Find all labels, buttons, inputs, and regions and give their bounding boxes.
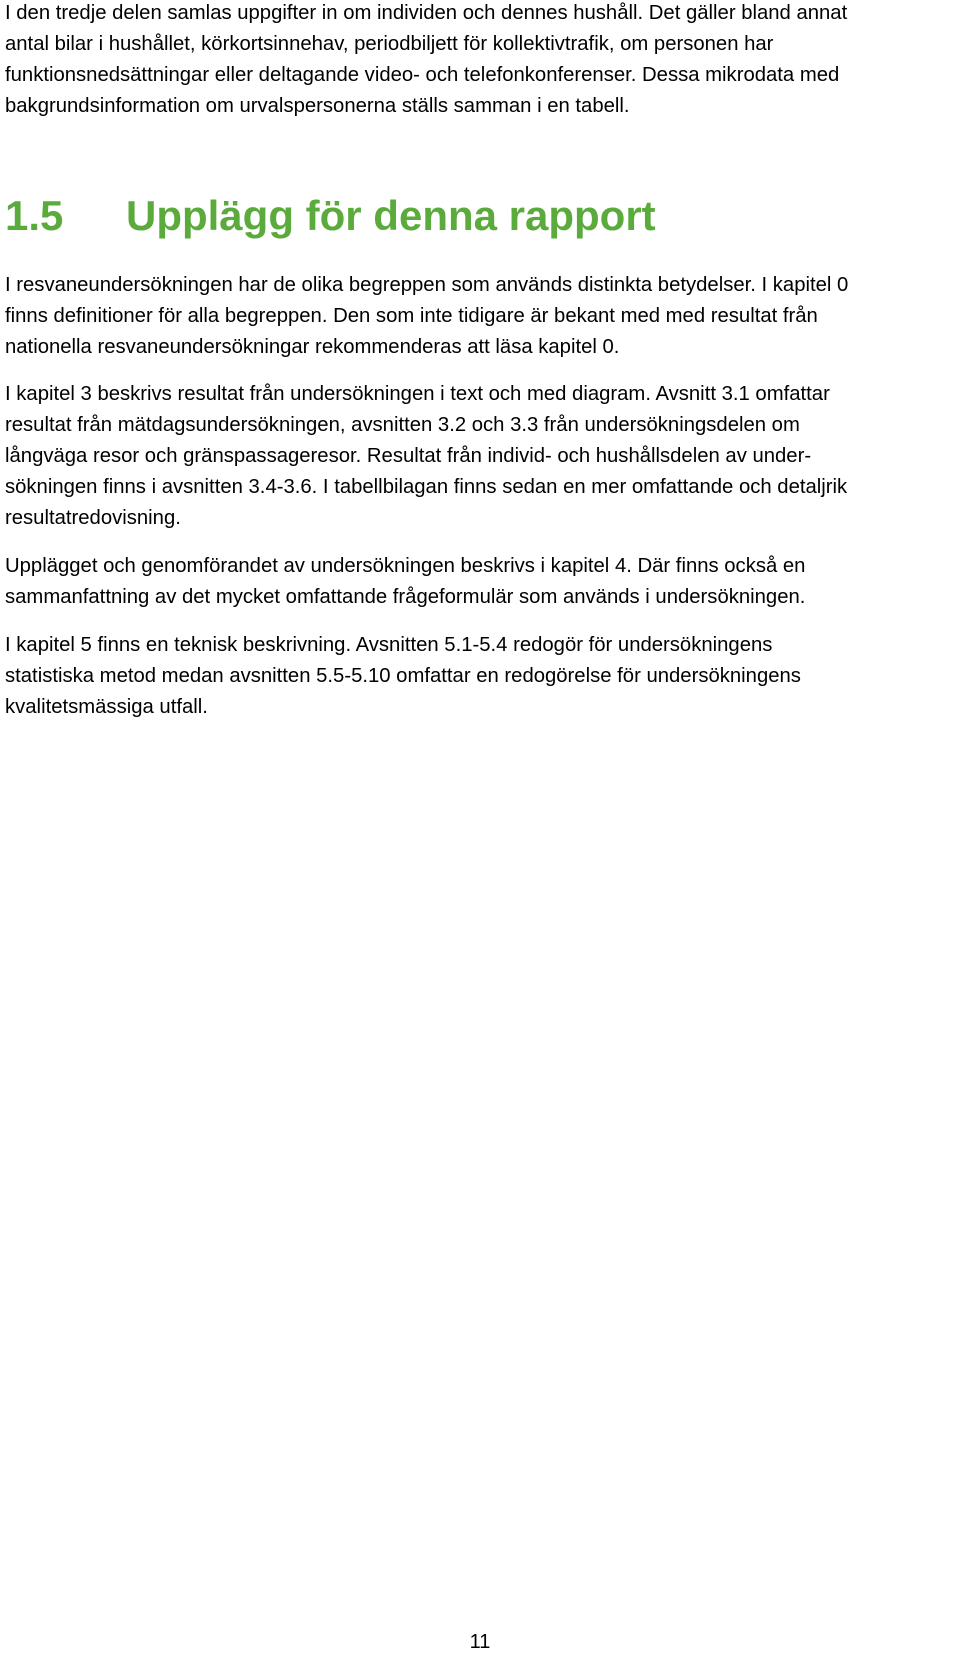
paragraph-technical [5, 630, 955, 723]
text-line: I kapitel 3 beskrivs resultat från undersökningen i text och med diagram. Avsnitt 3.1 omfattar [5, 383, 830, 405]
text-line: resultatredovisning. [5, 507, 181, 529]
text-line: kvalitetsmässiga utfall. [5, 696, 208, 718]
text-line: bakgrundsinformation om urvalspersonerna ställs samman i en tabell. [5, 95, 630, 117]
text-line: finns definitioner för alla begreppen. Den som inte tidigare är bekant med med resultat från [5, 305, 818, 327]
text-line: resultat från mätdagsundersökningen, avsnitten 3.2 och 3.3 från undersökningsdelen om [5, 414, 800, 436]
text-line: långväga resor och gränspassageresor. Resultat från individ- och hushållsdelen av under- [5, 445, 812, 467]
text-line: Upplägget och genomförandet av undersökningen beskrivs i kapitel 4. Där finns också en [5, 555, 806, 577]
text-line: sökningen finns i avsnitten 3.4-3.6. I tabellbilagan finns sedan en mer omfattande och detaljrik [5, 476, 848, 498]
intro-paragraph [5, 0, 955, 122]
section-heading [5, 190, 656, 242]
text-line: antal bilar i hushållet, körkortsinnehav, periodbiljett för kollektivtrafik, om personen har [5, 33, 774, 55]
text-line: sammanfattning av det mycket omfattande frågeformulär som används i undersökningen. [5, 586, 806, 608]
text-line: I resvaneundersökningen har de olika begreppen som används distinkta betydelser. I kapitel 0 [5, 274, 849, 296]
page-number: 11 [469, 1631, 491, 1653]
paragraph-results [5, 379, 955, 534]
paragraph-method [5, 551, 955, 613]
text-line: I den tredje delen samlas uppgifter in om individen och dennes hushåll. Det gäller bland annat [5, 2, 848, 24]
text-line: nationella resvaneundersökningar rekommenderas att läsa kapitel 0. [5, 336, 620, 358]
text-line: statistiska metod medan avsnitten 5.5-5.10 omfattar en redogörelse för undersökningens [5, 665, 801, 687]
paragraph-definitions [5, 270, 955, 363]
section-title: Upplägg för denna rapport [126, 192, 656, 239]
section-number: 1.5 [5, 192, 64, 239]
text-line: I kapitel 5 finns en teknisk beskrivning. Avsnitten 5.1-5.4 redogör för undersökningens [5, 634, 773, 656]
text-line: funktionsnedsättningar eller deltagande video- och telefonkonferenser. Dessa mikrodata med [5, 64, 840, 86]
